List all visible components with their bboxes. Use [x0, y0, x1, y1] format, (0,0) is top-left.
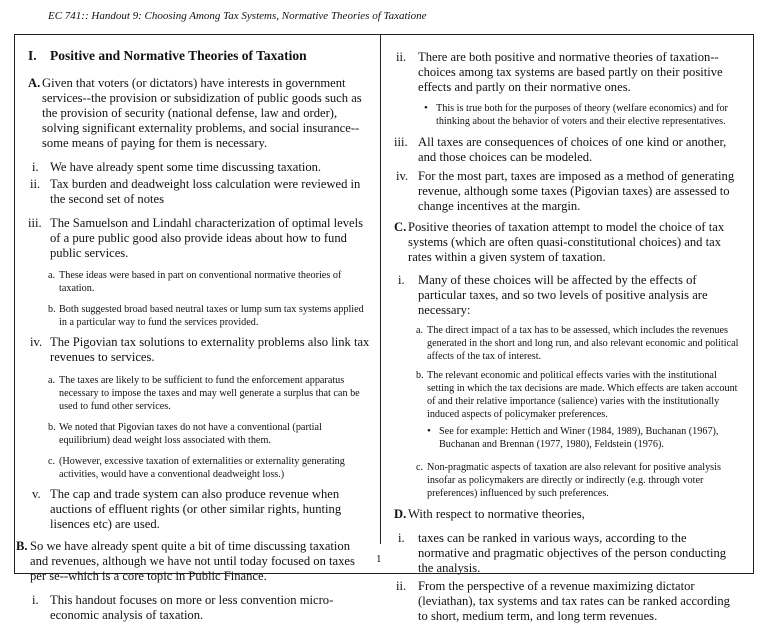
item-text: Tax burden and deadweight loss calculation were reviewed in the second set of notes [50, 177, 361, 206]
bullet-item [427, 425, 740, 451]
outline-item-A-iv [28, 335, 371, 365]
item-text: These ideas were based in part on conventional normative theories of taxation. [59, 270, 342, 294]
section-label: I. [28, 48, 37, 63]
item-label: iii. [28, 216, 42, 230]
item-text: With respect to normative theories, [408, 507, 585, 521]
item-label: ii. [30, 177, 41, 191]
right-column [394, 40, 740, 624]
item-text: Positive theories of taxation attempt to model the choice of tax systems (which are often quasi-constitutional choices) and tax rates within a given system of taxation. [408, 220, 725, 264]
outline-item-D-ii [394, 579, 740, 624]
item-text: See for example: Hettich and Winer (1984, 1989), Buchanan (1967), Buchanan and Brennan (1977, 1980), Feldstein (1976). [439, 426, 719, 450]
outline-item-A-iii [28, 216, 371, 261]
outline-item-A-iii-b [48, 303, 371, 329]
item-text: The direct impact of a tax has to be assessed, which includes the revenues generated in the short and long run, and also relevant economic and political affects of the tax of interest. [427, 325, 739, 362]
section-heading [28, 48, 371, 64]
item-label: iv. [396, 169, 409, 183]
item-label: C. [394, 220, 407, 234]
outline-item-C-i [394, 273, 740, 318]
item-label: b. [48, 422, 56, 433]
item-label: iv. [30, 335, 43, 349]
item-text: The Pigovian tax solutions to externality problems also link tax revenues to services. [50, 335, 370, 364]
item-label: D. [394, 507, 407, 521]
item-label: i. [32, 160, 39, 174]
item-label: a. [48, 270, 56, 281]
item-label: a. [48, 375, 56, 386]
bullet-icon: • [424, 102, 428, 114]
outline-item-A-iii-a [48, 269, 371, 295]
column-divider [380, 34, 381, 544]
item-text: Both suggested broad based neutral taxes or lump sum tax systems applied in a particular way to fund the services provided. [59, 304, 364, 328]
item-label: b. [48, 304, 56, 315]
item-label: ii. [396, 579, 407, 593]
section-title: Positive and Normative Theories of Taxation [50, 48, 307, 63]
item-label: v. [32, 487, 41, 501]
item-label: i. [32, 593, 39, 607]
item-text: From the perspective of a revenue maximizing dictator (leviathan), tax systems and tax rates can be ranked according to short, medium term, and long term revenues. [418, 579, 730, 623]
item-text: All taxes are consequences of choices of one kind or another, and those choices can be modeled. [418, 135, 727, 164]
outline-item-D-i [394, 531, 740, 576]
outline-item-D [394, 507, 740, 522]
outline-item-A-i [28, 160, 371, 175]
item-label: a. [416, 325, 424, 336]
outline-item-iv [394, 169, 740, 214]
item-text: This handout focuses on more or less convention micro-economic analysis of taxation. [50, 593, 334, 622]
item-label: c. [48, 456, 56, 467]
outline-item-C-i-b [416, 369, 740, 421]
item-label: iii. [394, 135, 408, 149]
outline-item-A-v [28, 487, 371, 532]
item-text: So we have already spent quite a bit of time discussing taxation and revenues, although we have not until today focused on taxes per se--which is a core topic in Public Finance. [30, 539, 355, 583]
item-text: The Samuelson and Lindahl characterization of optimal levels of a pure public good also provide ideas about how to fund public services. [50, 216, 363, 260]
item-label: A. [28, 76, 41, 90]
item-text: This is true both for the purposes of theory (welfare economics) and for thinking about the behavior of voters and their elective representatives. [436, 103, 728, 127]
bullet-icon: • [427, 425, 431, 437]
item-label: b. [416, 370, 424, 381]
outline-item-C [394, 220, 740, 265]
item-text: taxes can be ranked in various ways, according to the normative and pragmatic objectives of the person conducting the analysis. [418, 531, 727, 575]
item-text: There are both positive and normative theories of taxation--choices among tax systems are based partly on their positive effects and partly on their normative ones. [418, 50, 723, 94]
page-header: EC 741:: Handout 9: Choosing Among Tax Systems, Normative Theories of Taxatione [48, 10, 427, 22]
outline-item-ii [394, 50, 740, 95]
left-column [16, 40, 371, 623]
outline-item-B-i [28, 593, 371, 623]
outline-item-A-ii [28, 177, 371, 207]
item-text: (However, excessive taxation of externalities or externality generating activities, would have a conventional deadweight loss.) [59, 456, 345, 480]
item-label: i. [398, 273, 405, 287]
outline-item-C-i-c [416, 461, 740, 500]
item-text: The taxes are likely to be sufficient to fund the enforcement apparatus necessary to impose the taxes and may well generate a surplus that can be used to fund other services. [59, 375, 360, 412]
outline-item-C-i-a [416, 324, 740, 363]
item-text: We noted that Pigovian taxes do not have a conventional (partial equilibrium) dead weight loss associated with them. [59, 422, 322, 446]
outline-item-B [16, 539, 371, 584]
outline-item-A-iv-b [48, 421, 371, 447]
outline-item-iii [394, 135, 740, 165]
item-label: i. [398, 531, 405, 545]
item-text: For the most part, taxes are imposed as a method of generating revenue, although some taxes (Pigovian taxes) are assessed to change incentives at the margin. [418, 169, 735, 213]
item-label: B. [16, 539, 28, 553]
item-text: Non-pragmatic aspects of taxation are also relevant for positive analysis insofar as policymakers are directly or indirectly (e.g. through voter preferences) influenced by such preferences. [427, 462, 721, 499]
outline-item-A-iv-a [48, 374, 371, 413]
item-text: We have already spent some time discussing taxation. [50, 160, 322, 174]
page-number: 1 [376, 553, 382, 565]
item-label: c. [416, 462, 424, 473]
outline-item-A [28, 76, 371, 151]
item-text: Many of these choices will be affected by the effects of particular taxes, and so two levels of positive analysis are necessary: [418, 273, 708, 317]
item-text: The cap and trade system can also produce revenue when auctions of effluent rights (or other similar rights, hunting lisences etc) are used. [50, 487, 342, 531]
bullet-item [424, 102, 740, 128]
item-label: ii. [396, 50, 407, 64]
item-text: Given that voters (or dictators) have interests in government services--the provision or subsidization of public goods such as the provision of security (national defense, law and order), solving significant externality problems, and social insurance--some means of paying for them is necessary. [42, 76, 362, 150]
item-text: The relevant economic and political effects varies with the institutional setting in which the tax decisions are made. Which effects are taken account of and their relative importance (salience) varies with the institutionally induced aspects of policymaker preferences. [427, 370, 738, 420]
outline-item-A-iv-c [48, 455, 371, 481]
